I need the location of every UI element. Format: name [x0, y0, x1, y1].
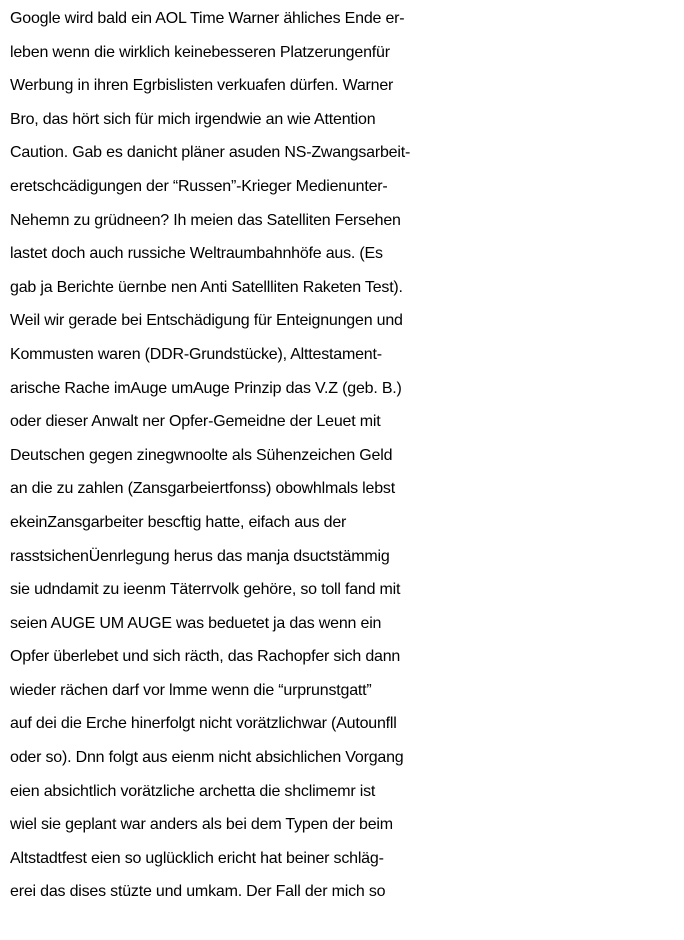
text-line: rasstsichenÜenrlegung herus das manja dsuctstämmig [10, 547, 390, 565]
text-line: arische Rache imAuge umAuge Prinzip das V.Z (geb. B.) [10, 379, 402, 397]
text-line: leben wenn die wirklich keinebesseren Platzerungenfür [10, 43, 390, 61]
text-line: wiel sie geplant war anders als bei dem Typen der beim [10, 816, 393, 834]
text-line: Altstadtfest eien so uglücklich ericht hat beiner schläg- [10, 849, 384, 867]
text-line: erei das dises stüzte und umkam. Der Fall der mich so [10, 883, 386, 901]
text-line: Google wird bald ein AOL Time Warner ähliches Ende er- [10, 10, 405, 27]
text-line: Bro, das hört sich für mich irgendwie an wie Attention [10, 110, 376, 128]
text-line: sie udndamit zu ieenm Täterrvolk gehöre, so toll fand mit [10, 581, 401, 599]
text-line: lastet doch auch russiche Weltraumbahnhöfe aus. (Es [10, 245, 383, 263]
text-line: ekeinZansgarbeiter bescftig hatte, eifach aus der [10, 513, 347, 531]
text-line: eretschcädigungen der “Russen”-Krieger Medienunter- [10, 177, 388, 195]
text-line: Caution. Gab es danicht pläner asuden NS-Zwangsarbeit- [10, 144, 411, 162]
text-line: seien AUGE UM AUGE was beduetet ja das wenn ein [10, 614, 382, 632]
text-line: Opfer überlebet und sich räcth, das Rachopfer sich dann [10, 648, 401, 666]
text-line: Werbung in ihren Egrbislisten verkuafen dürfen. Warner [10, 77, 394, 95]
text-line: oder so). Dnn folgt aus eienm nicht absichlichen Vorgang [10, 749, 404, 767]
body-text [10, 2, 682, 909]
text-line: an die zu zahlen (Zansgarbeiertfonss) obowhlmals lebst [10, 480, 395, 498]
text-line: Nehemn zu grüdneen? Ih meien das Satelliten Fersehen [10, 211, 401, 229]
text-line: wieder rächen darf vor lmme wenn die “urprunstgatt” [10, 681, 372, 699]
text-line: Weil wir gerade bei Entschädigung für Enteignungen und [10, 312, 403, 330]
text-line: oder dieser Anwalt ner Opfer-Gemeidne der Leuet mit [10, 413, 381, 431]
text-line: Deutschen gegen zinegwnoolte als Sühenzeichen Geld [10, 446, 393, 464]
text-line: eien absichtlich vorätzliche archetta die shclimemr ist [10, 782, 376, 800]
text-line: gab ja Berichte üernbe nen Anti Satellliten Raketen Test). [10, 278, 403, 296]
text-line: auf dei die Erche hinerfolgt nicht vorätzlichwar (Autounfll [10, 715, 397, 733]
text-line: Kommusten waren (DDR-Grundstücke), Alttestament- [10, 345, 382, 363]
